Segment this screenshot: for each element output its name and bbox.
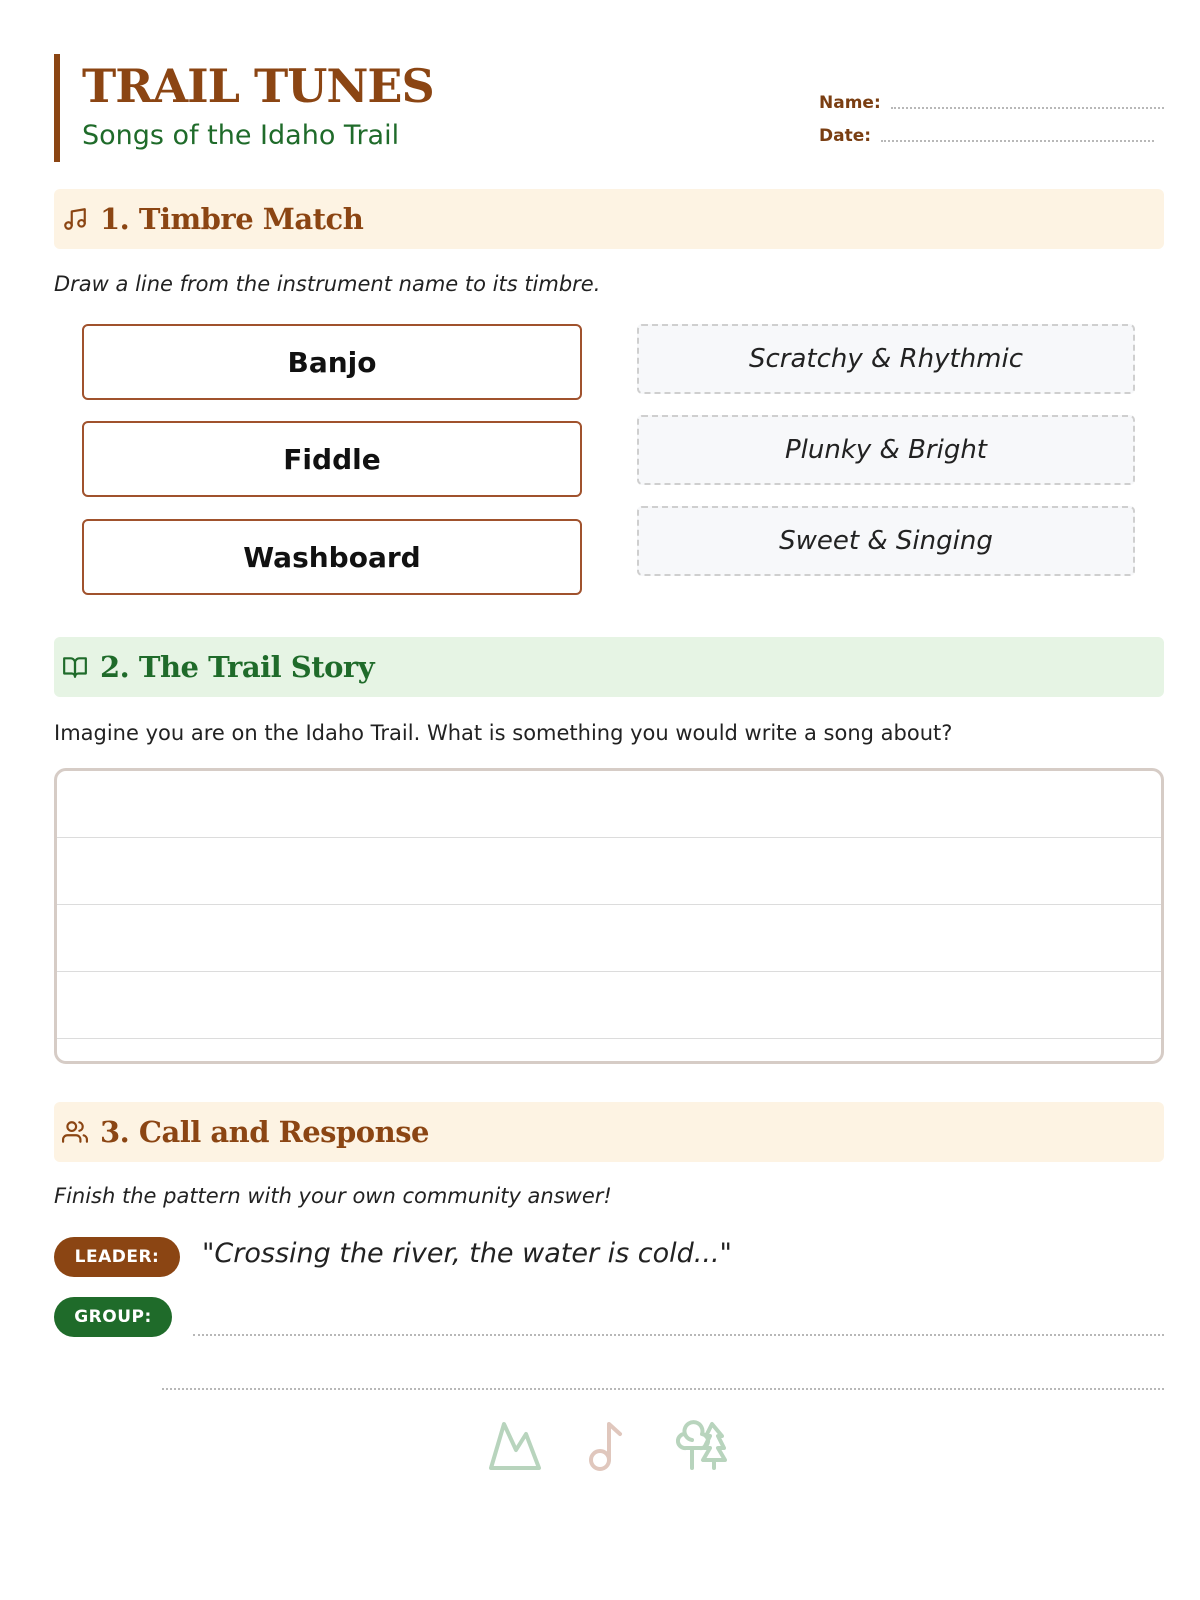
timbre-scratchy-rhythmic[interactable]: Scratchy & Rhythmic — [637, 324, 1135, 394]
call-response-instruction: Finish the pattern with your own community answer! — [54, 1184, 612, 1208]
footer-decoration — [0, 1418, 1200, 1478]
writing-line — [57, 971, 1161, 972]
music-note-icon — [62, 206, 88, 232]
mountain-icon — [488, 1418, 542, 1472]
writing-line — [57, 837, 1161, 838]
music-note-icon — [582, 1418, 636, 1472]
leader-badge: LEADER: — [54, 1237, 180, 1277]
page-title: TRAIL TUNES — [82, 59, 434, 113]
section-timbre-match-header — [54, 189, 1164, 249]
date-label: Date: — [819, 126, 872, 146]
group-answer-line-2[interactable] — [162, 1388, 1164, 1390]
name-field[interactable] — [891, 91, 1164, 109]
timbre-plunky-bright[interactable]: Plunky & Bright — [637, 415, 1135, 485]
story-writing-area[interactable] — [54, 768, 1164, 1064]
instrument-fiddle[interactable]: Fiddle — [82, 421, 582, 497]
date-field[interactable] — [881, 124, 1154, 142]
trees-icon — [676, 1418, 730, 1472]
section-trail-story-header — [54, 637, 1164, 697]
section-call-response-header — [54, 1102, 1164, 1162]
group-badge: GROUP: — [54, 1297, 172, 1337]
section-title: 3. Call and Response — [100, 1115, 429, 1149]
section-title: 1. Timbre Match — [100, 202, 364, 236]
page-subtitle: Songs of the Idaho Trail — [82, 120, 400, 151]
name-label: Name: — [819, 93, 881, 113]
name-row — [819, 80, 1164, 113]
date-row — [819, 113, 1164, 146]
worksheet-header — [54, 54, 1164, 162]
story-prompt: Imagine you are on the Idaho Trail. What is something you would write a song about? — [54, 721, 953, 745]
timbre-sweet-singing[interactable]: Sweet & Singing — [637, 506, 1135, 576]
section-title: 2. The Trail Story — [100, 650, 375, 684]
people-icon — [62, 1119, 88, 1145]
timbre-instruction: Draw a line from the instrument name to its timbre. — [54, 272, 601, 296]
student-info — [819, 80, 1164, 146]
instrument-banjo[interactable]: Banjo — [82, 324, 582, 400]
writing-line — [57, 1038, 1161, 1039]
open-book-icon — [62, 654, 88, 680]
group-answer-line[interactable] — [193, 1334, 1164, 1336]
title-block — [54, 54, 434, 162]
instrument-washboard[interactable]: Washboard — [82, 519, 582, 595]
leader-line: "Crossing the river, the water is cold..." — [202, 1238, 732, 1269]
writing-line — [57, 904, 1161, 905]
